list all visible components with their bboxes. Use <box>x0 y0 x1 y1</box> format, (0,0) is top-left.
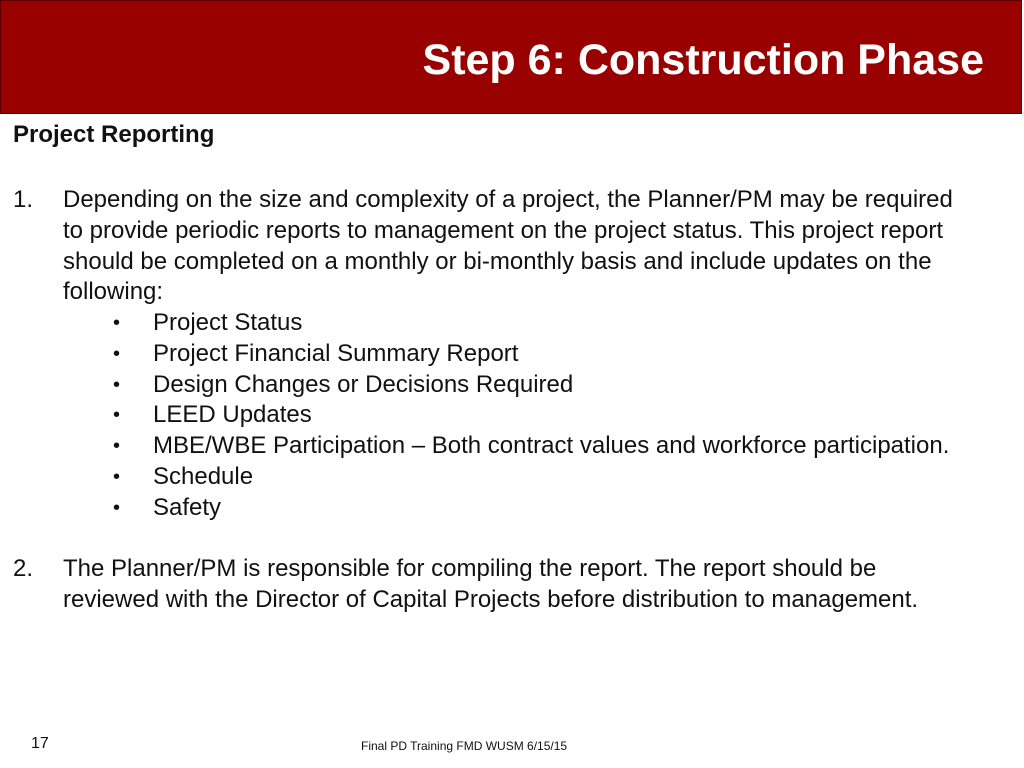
bullet-icon: • <box>113 496 121 519</box>
list-item-text: Design Changes or Decisions Required <box>153 370 574 398</box>
bullet-icon: • <box>113 465 121 488</box>
list-item <box>0 431 1024 462</box>
list-item <box>0 370 1024 401</box>
list-item-text: Project Status <box>153 309 303 336</box>
bullet-icon: • <box>113 312 121 334</box>
list-item-text: MBE/WBE Participation – Both contract values and workforce participation. <box>153 432 950 459</box>
bullet-icon: • <box>113 404 121 427</box>
item-number: 2. <box>13 555 34 582</box>
list-item <box>0 339 1024 370</box>
list-item <box>0 462 1024 493</box>
list-item-text: Project Financial Summary Report <box>153 339 519 367</box>
report-update-list <box>0 308 1024 523</box>
footer-note: Final PD Training FMD WUSM 6/15/15 <box>361 739 568 753</box>
bullet-icon: • <box>113 435 121 457</box>
list-item <box>0 308 1024 339</box>
page-number: 17 <box>31 735 49 752</box>
title-banner <box>0 0 1022 114</box>
slide-title: Step 6: Construction Phase <box>422 36 984 84</box>
bullet-icon: • <box>113 373 121 396</box>
list-item <box>0 400 1024 431</box>
item-text: The Planner/PM is responsible for compiling the report. The report should be reviewed with the Director of Capital Projects before distribution to management. <box>63 555 919 613</box>
list-item-text: Schedule <box>153 462 254 490</box>
list-item-text: LEED Updates <box>153 401 312 429</box>
section-heading: Project Reporting <box>13 121 215 148</box>
bullet-icon: • <box>113 342 121 365</box>
item-text: Depending on the size and complexity of a project, the Planner/PM may be required to provide periodic reports to management on the project status. This project report should be completed on a monthly or bi-monthly basis and include updates on the following: <box>63 186 953 306</box>
list-item <box>0 493 1024 524</box>
list-item-text: Safety <box>153 493 222 521</box>
item-number: 1. <box>13 186 34 213</box>
